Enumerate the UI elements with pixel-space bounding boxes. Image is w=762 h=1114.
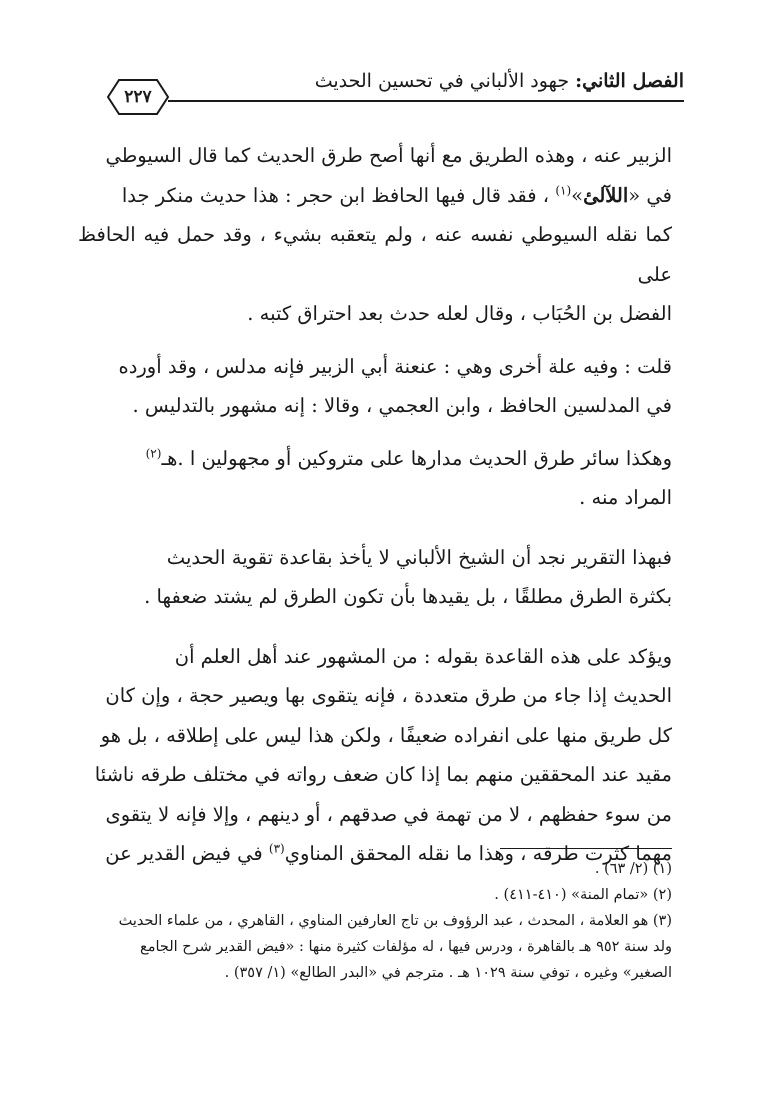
running-title bbox=[315, 70, 684, 92]
text-line: بكثرة الطرق مطلقًا ، بل يقيدها بأن تكون الطرق لم يشتد ضعفها . bbox=[144, 585, 672, 608]
text-line: كما نقله السيوطي نفسه عنه ، ولم يتعقبه بشيء ، وقد حمل فيه الحافظ على bbox=[78, 223, 673, 286]
text-line: في المدلسين الحافظ ، وابن العجمي ، وقالا : إنه مشهور بالتدليس . bbox=[132, 394, 672, 417]
book-title: اللآلئ bbox=[583, 183, 629, 207]
paragraph bbox=[78, 136, 672, 334]
text-line: كل طريق منها على انفراده ضعيفًا ، ولكن هذا ليس على إطلاقه ، بل هو bbox=[100, 723, 672, 747]
text-fragment: ، فقد قال فيها الحافظ ابن حجر : هذا حديث منكر جدا bbox=[121, 183, 556, 207]
text-line: المراد منه . bbox=[579, 486, 672, 509]
text-line: مهما كثرت طرقه ، وهذا ما نقله المحقق المناوي bbox=[284, 842, 672, 865]
paragraph bbox=[78, 347, 672, 426]
footnote-line: الصغير» وغيره ، توفي سنة ١٠٢٩ هـ . مترجم في «البدر الطالع» (١/ ٣٥٧) . bbox=[224, 965, 672, 981]
text-line: الفضل بن الحُبَاب ، وقال لعله حدث بعد احتراق كتبه . bbox=[247, 302, 672, 325]
text-line: مقيد عند المحققين منهم بما إذا كان ضعف رواته في مختلف طرقه ناشئا bbox=[94, 763, 672, 786]
text-line: الزبير عنه ، وهذه الطريق مع أنها أصح طرق الحديث كما قال السيوطي bbox=[105, 144, 672, 167]
page-number: ٢٢٧ bbox=[124, 87, 152, 107]
main-text bbox=[78, 136, 672, 874]
footnote-line: ولد سنة ٩٥٢ هـ بالقاهرة ، ودرس فيها ، له مؤلفات كثيرة منها : «فيض القدير شرح الجامع bbox=[139, 939, 672, 955]
text-fragment: » bbox=[571, 183, 584, 207]
footnote-line: (٣) هو العلامة ، المحدث ، عبد الرؤوف بن تاج العارفين المناوي ، القاهري ، من علماء الحديث bbox=[118, 913, 672, 929]
text-line: من سوء حفظهم ، لا من تهمة في صدقهم ، أو دينهم ، وإلا فإنه لا يتقوى bbox=[105, 802, 672, 826]
footnote-2: (٢) «تمام المنة» (٤١٠-٤١١) . bbox=[494, 887, 672, 903]
page-header bbox=[106, 66, 684, 106]
paragraph bbox=[78, 538, 672, 617]
text-line: الحديث إذا جاء من طرق متعددة ، فإنه يتقوى بها ويصير حجة ، وإن كان bbox=[105, 684, 672, 707]
chapter-title: جهود الألباني في تحسين الحديث bbox=[314, 70, 576, 92]
paragraph bbox=[78, 439, 672, 518]
text-line: في « bbox=[628, 183, 672, 207]
text-line: قلت : وفيه علة أخرى وهي : عنعنة أبي الزبير فإنه مدلس ، وقد أورده bbox=[118, 354, 672, 378]
footnotes bbox=[82, 856, 672, 986]
footnote-3 bbox=[82, 908, 672, 986]
footnote-ref: (١) bbox=[555, 183, 572, 197]
chapter-label: الفصل الثاني: bbox=[575, 70, 684, 92]
text-line: وهكذا سائر طرق الحديث مدارها على متروكين أو مجهولين ا .هـ bbox=[161, 446, 672, 470]
text-line: ويؤكد على هذه القاعدة بقوله : من المشهور عند أهل العلم أن bbox=[174, 644, 672, 668]
text-line: فبهذا التقرير نجد أن الشيخ الألباني لا يأخذ بقاعدة تقوية الحديث bbox=[166, 545, 672, 569]
footnote-ref: (٣) bbox=[268, 841, 285, 856]
page-number-badge bbox=[106, 78, 170, 116]
paragraph bbox=[78, 637, 672, 874]
footnote-1: (١) (٢/ ٦٣) . bbox=[594, 861, 672, 877]
footnote-rule bbox=[500, 848, 672, 849]
text-fragment: في فيض القدير عن bbox=[105, 842, 269, 865]
footnote-ref: (٢) bbox=[145, 446, 162, 460]
header-rule bbox=[168, 100, 684, 102]
